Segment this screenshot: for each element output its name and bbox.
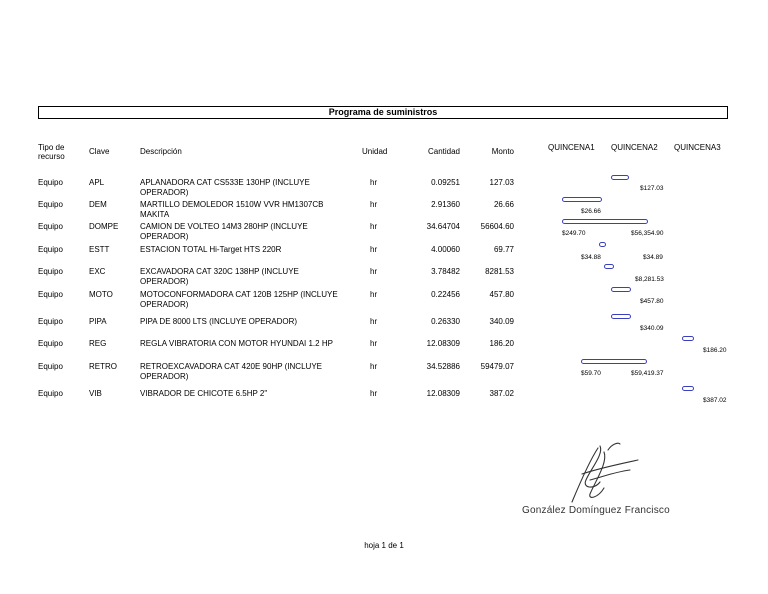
- header-quincena3: QUINCENA3: [674, 143, 721, 152]
- row-descripcion: MARTILLO DEMOLEDOR 1510W VVR HM1307CB MAKITA: [140, 200, 324, 219]
- row-monto: 387.02: [489, 389, 514, 398]
- gantt-amount-label: $59.70: [581, 370, 601, 377]
- row-tipo: Equipo: [38, 339, 63, 348]
- row-cantidad: 12.08309: [426, 389, 460, 398]
- gantt-bar: [562, 197, 602, 202]
- row-clave: RETRO: [89, 362, 117, 371]
- row-monto: 8281.53: [485, 267, 514, 276]
- row-unidad: hr: [370, 222, 378, 231]
- row-tipo: Equipo: [38, 317, 63, 326]
- row-monto: 186.20: [489, 339, 514, 348]
- page-footer: hoja 1 de 1: [364, 541, 404, 550]
- row-unidad: hr: [370, 290, 378, 299]
- row-cantidad: 4.00060: [431, 245, 460, 254]
- gantt-amount-label: $186.20: [703, 347, 727, 354]
- row-descripcion: EXCAVADORA CAT 320C 138HP (INCLUYE OPERADOR): [140, 267, 299, 286]
- row-clave: MOTO: [89, 290, 113, 299]
- gantt-amount-label: $249.70: [562, 230, 586, 237]
- gantt-bar: [611, 287, 631, 292]
- row-tipo: Equipo: [38, 267, 63, 276]
- row-descripcion: REGLA VIBRATORIA CON MOTOR HYUNDAI 1.2 HP: [140, 339, 333, 348]
- row-cantidad: 34.64704: [426, 222, 460, 231]
- gantt-amount-label: $127.03: [640, 185, 664, 192]
- gantt-bar: [581, 359, 647, 364]
- row-unidad: hr: [370, 389, 378, 398]
- header-clave: Clave: [89, 147, 110, 156]
- row-unidad: hr: [370, 178, 378, 187]
- row-descripcion: CAMION DE VOLTEO 14M3 280HP (INCLUYE OPERADOR): [140, 222, 308, 241]
- signature-image: [560, 440, 650, 510]
- report-title: Programa de suministros: [38, 106, 728, 119]
- row-monto: 59479.07: [480, 362, 514, 371]
- row-clave: VIB: [89, 389, 102, 398]
- header-tipo: Tipo de recurso: [38, 143, 65, 161]
- row-monto: 56604.60: [480, 222, 514, 231]
- header-quincena1: QUINCENA1: [548, 143, 595, 152]
- gantt-amount-label: $34.88: [581, 254, 601, 261]
- gantt-amount-label: $8,281.53: [635, 276, 664, 283]
- row-unidad: hr: [370, 317, 378, 326]
- gantt-bar: [682, 386, 694, 391]
- row-descripcion: PIPA DE 8000 LTS (INCLUYE OPERADOR): [140, 317, 298, 326]
- row-tipo: Equipo: [38, 290, 63, 299]
- row-unidad: hr: [370, 245, 378, 254]
- row-clave: REG: [89, 339, 107, 348]
- row-cantidad: 12.08309: [426, 339, 460, 348]
- row-monto: 69.77: [493, 245, 514, 254]
- header-unidad: Unidad: [362, 147, 388, 156]
- row-unidad: hr: [370, 339, 378, 348]
- gantt-amount-label: $340.09: [640, 325, 664, 332]
- row-cantidad: 0.22456: [431, 290, 460, 299]
- header-monto: Monto: [491, 147, 514, 156]
- row-clave: ESTT: [89, 245, 110, 254]
- gantt-amount-label: $387.02: [703, 397, 727, 404]
- gantt-bar: [604, 264, 614, 269]
- gantt-amount-label: $34.89: [643, 254, 663, 261]
- row-monto: 457.80: [489, 290, 514, 299]
- row-clave: PIPA: [89, 317, 107, 326]
- row-cantidad: 0.09251: [431, 178, 460, 187]
- row-unidad: hr: [370, 267, 378, 276]
- row-clave: EXC: [89, 267, 106, 276]
- row-tipo: Equipo: [38, 245, 63, 254]
- header-quincena2: QUINCENA2: [611, 143, 658, 152]
- row-tipo: Equipo: [38, 389, 63, 398]
- row-cantidad: 0.26330: [431, 317, 460, 326]
- gantt-bar: [682, 336, 694, 341]
- gantt-amount-label: $56,354.90: [631, 230, 664, 237]
- gantt-bar: [562, 219, 648, 224]
- row-unidad: hr: [370, 200, 378, 209]
- row-cantidad: 2.91360: [431, 200, 460, 209]
- row-tipo: Equipo: [38, 222, 63, 231]
- gantt-amount-label: $26.66: [581, 208, 601, 215]
- header-descripcion: Descripción: [140, 147, 182, 156]
- row-descripcion: VIBRADOR DE CHICOTE 6.5HP 2": [140, 389, 268, 398]
- row-tipo: Equipo: [38, 200, 63, 209]
- row-tipo: Equipo: [38, 178, 63, 187]
- gantt-bar: [611, 314, 631, 319]
- row-descripcion: ESTACION TOTAL Hi-Target HTS 220R: [140, 245, 282, 254]
- row-clave: DOMPE: [89, 222, 119, 231]
- signer-name: González Domínguez Francisco: [522, 505, 670, 516]
- row-monto: 26.66: [493, 200, 514, 209]
- row-descripcion: RETROEXCAVADORA CAT 420E 90HP (INCLUYE OPERADOR): [140, 362, 322, 381]
- row-tipo: Equipo: [38, 362, 63, 371]
- row-descripcion: APLANADORA CAT CS533E 130HP (INCLUYE OPERADOR): [140, 178, 310, 197]
- row-clave: APL: [89, 178, 105, 187]
- row-cantidad: 3.78482: [431, 267, 460, 276]
- gantt-amount-label: $457.80: [640, 298, 664, 305]
- row-clave: DEM: [89, 200, 107, 209]
- row-monto: 340.09: [489, 317, 514, 326]
- gantt-amount-label: $59,419.37: [631, 370, 664, 377]
- row-descripcion: MOTOCONFORMADORA CAT 120B 125HP (INCLUYE OPERADOR): [140, 290, 338, 309]
- gantt-bar: [611, 175, 629, 180]
- gantt-bar: [599, 242, 606, 247]
- row-cantidad: 34.52886: [426, 362, 460, 371]
- row-unidad: hr: [370, 362, 378, 371]
- header-cantidad: Cantidad: [427, 147, 460, 156]
- row-monto: 127.03: [489, 178, 514, 187]
